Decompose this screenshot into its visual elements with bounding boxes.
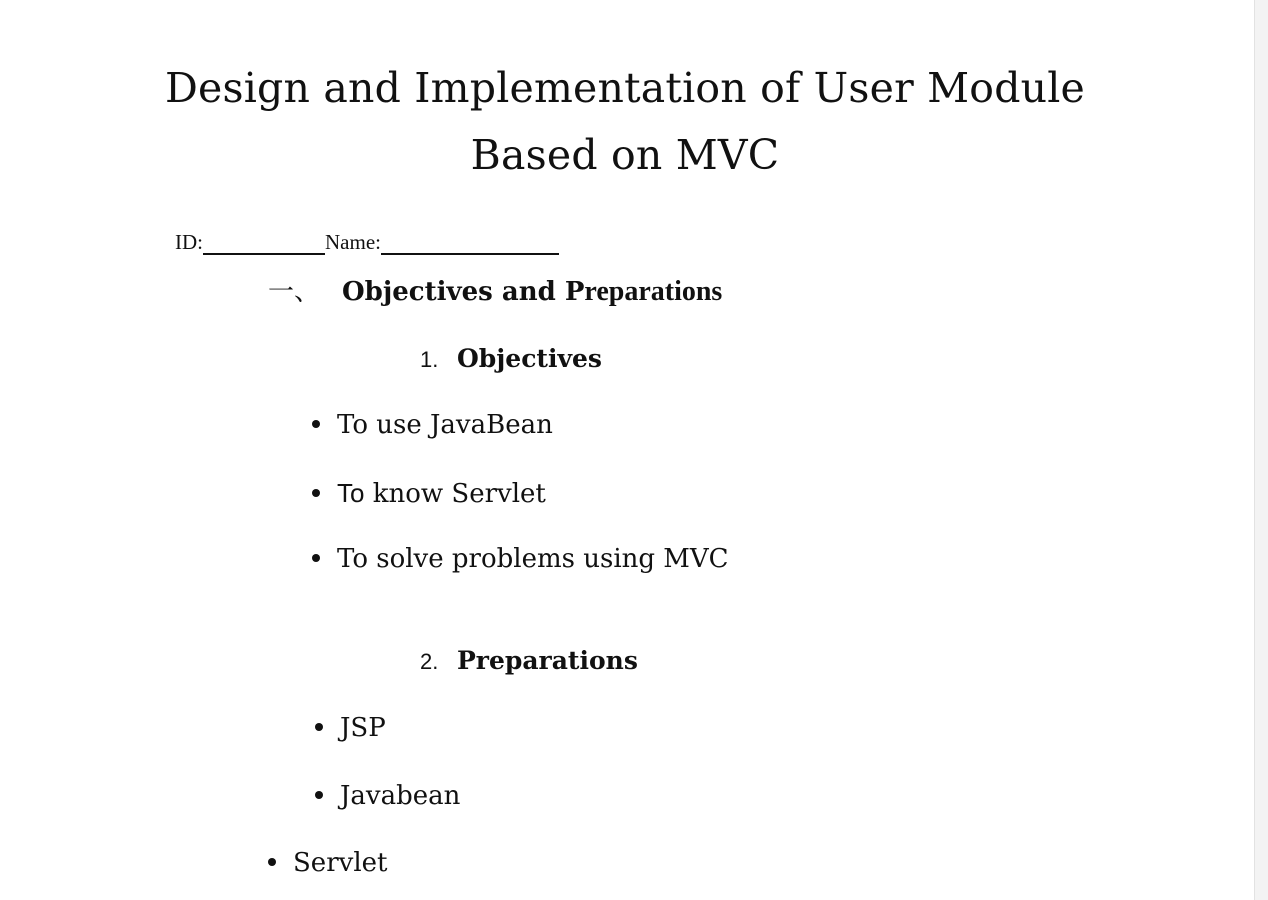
- document-title-line-1: Design and Implementation of User Module: [164, 64, 1086, 112]
- list-item-text: Javabean: [340, 781, 461, 811]
- list-item: [268, 846, 387, 880]
- list-item: [312, 542, 729, 576]
- section-title-part-2: reparations: [584, 276, 723, 307]
- list-item-text: Servlet: [293, 848, 388, 878]
- subheading-objectives: [420, 343, 602, 376]
- subheading-number: 2.: [420, 649, 439, 674]
- id-label: ID:: [175, 230, 203, 254]
- subheading-preparations: [420, 645, 638, 678]
- list-item: [312, 408, 553, 442]
- subheading-title: Objectives: [457, 344, 602, 373]
- id-name-line: [175, 229, 559, 255]
- bullet-icon: [312, 489, 320, 497]
- bullet-icon: [312, 554, 320, 562]
- list-item: [312, 476, 546, 511]
- page-edge-scroll-area: [1254, 0, 1268, 900]
- section-title-part-1: Objectives and P: [342, 277, 585, 307]
- bullet-icon: [315, 791, 323, 799]
- id-blank: [203, 231, 325, 255]
- subheading-number: 1.: [420, 347, 439, 372]
- document-title-line-2: Based on MVC: [470, 131, 780, 179]
- list-item: [315, 779, 460, 813]
- list-item-text: know Servlet: [364, 479, 546, 509]
- list-item-text-prefix: To: [337, 478, 365, 508]
- name-label: Name:: [325, 230, 381, 254]
- bullet-icon: [268, 858, 276, 866]
- list-item: [315, 711, 386, 745]
- section-heading-objectives-preparations: [268, 275, 722, 309]
- bullet-icon: [315, 723, 323, 731]
- list-item-text: To solve problems using MVC: [337, 544, 729, 574]
- list-item-text: JSP: [340, 713, 386, 743]
- bullet-icon: [312, 420, 320, 428]
- section-number: 一、: [268, 277, 321, 307]
- subheading-title: Preparations: [457, 646, 638, 675]
- name-blank: [381, 231, 559, 255]
- list-item-text: To use JavaBean: [337, 410, 553, 440]
